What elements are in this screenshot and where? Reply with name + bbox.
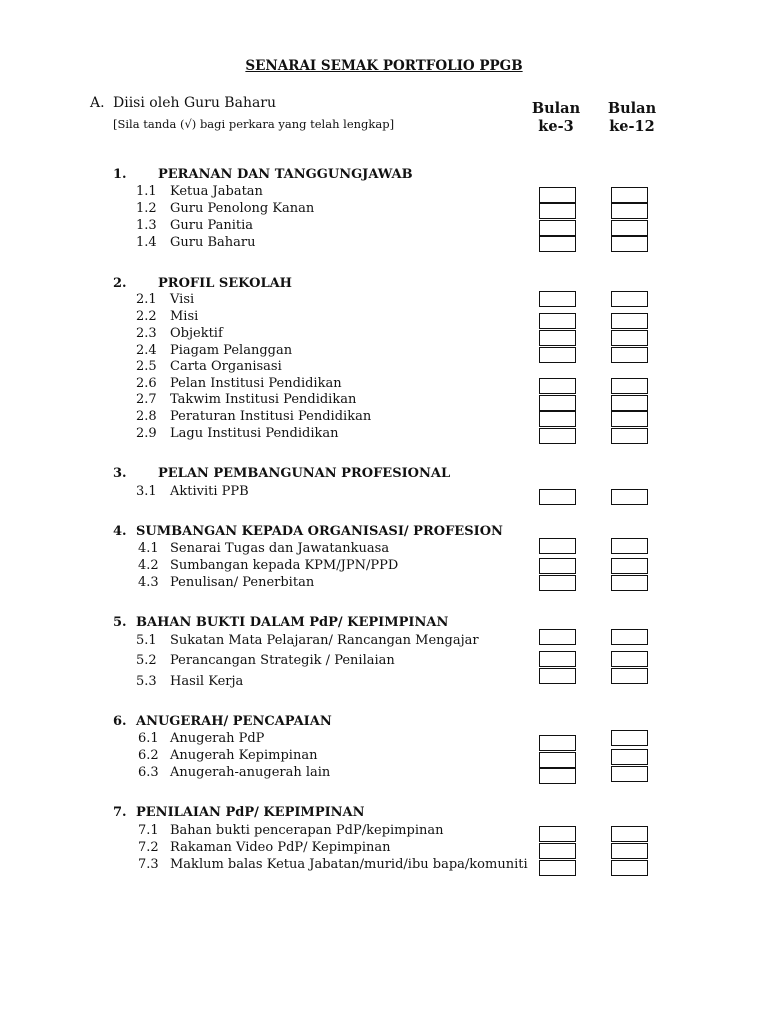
checkbox-month-12[interactable] bbox=[611, 489, 648, 505]
checkbox-month-12[interactable] bbox=[611, 330, 648, 346]
checkbox-month-3[interactable] bbox=[539, 558, 576, 574]
column-header-line1: Bulan bbox=[607, 100, 657, 117]
checkbox-month-3[interactable] bbox=[539, 236, 576, 252]
checkbox-month-3[interactable] bbox=[539, 843, 576, 859]
section-title: BAHAN BUKTI DALAM PdP/ KEPIMPINAN bbox=[136, 615, 449, 630]
item-label: Ketua Jabatan bbox=[170, 184, 263, 199]
checkbox-month-12[interactable] bbox=[611, 291, 648, 307]
column-header-month-12 bbox=[603, 100, 661, 136]
item-number: 7.3 bbox=[138, 857, 159, 872]
checkbox-month-12[interactable] bbox=[611, 651, 648, 667]
item-number: 4.1 bbox=[138, 541, 159, 556]
checkbox-month-3[interactable] bbox=[539, 629, 576, 645]
item-label: Piagam Pelanggan bbox=[170, 343, 293, 358]
section-title: ANUGERAH/ PENCAPAIAN bbox=[136, 714, 332, 729]
checkbox-month-3[interactable] bbox=[539, 860, 576, 876]
section-title: PERANAN DAN TANGGUNGJAWAB bbox=[158, 167, 413, 182]
checkbox-month-12[interactable] bbox=[611, 575, 648, 591]
checkbox-month-3[interactable] bbox=[539, 668, 576, 684]
item-number: 6.3 bbox=[138, 765, 159, 780]
item-number: 2.6 bbox=[136, 376, 157, 391]
checkbox-month-3[interactable] bbox=[539, 378, 576, 394]
item-label: Guru Panitia bbox=[170, 218, 254, 233]
item-number: 6.1 bbox=[138, 731, 159, 746]
checkbox-month-3[interactable] bbox=[539, 768, 576, 784]
checkbox-month-12[interactable] bbox=[611, 395, 648, 411]
item-label: Lagu Institusi Pendidikan bbox=[170, 426, 339, 441]
item-label: Sumbangan kepada KPM/JPN/PPD bbox=[170, 558, 399, 573]
checkbox-month-3[interactable] bbox=[539, 826, 576, 842]
page-title: SENARAI SEMAK PORTFOLIO PPGB bbox=[245, 58, 523, 74]
item-number: 4.3 bbox=[138, 575, 159, 590]
section-a-instruction: [Sila tanda (√) bagi perkara yang telah lengkap] bbox=[113, 117, 395, 131]
checkbox-month-12[interactable] bbox=[611, 668, 648, 684]
checkbox-month-3[interactable] bbox=[539, 347, 576, 363]
item-label: Penulisan/ Penerbitan bbox=[170, 575, 315, 590]
item-number: 1.1 bbox=[136, 184, 157, 199]
item-label: Anugerah Kepimpinan bbox=[170, 748, 318, 763]
item-label: Pelan Institusi Pendidikan bbox=[170, 376, 342, 391]
item-label: Peraturan Institusi Pendidikan bbox=[170, 409, 372, 424]
checkbox-month-3[interactable] bbox=[539, 203, 576, 219]
item-number: 2.1 bbox=[136, 292, 157, 307]
checkbox-month-3[interactable] bbox=[539, 651, 576, 667]
column-header-line2: ke-3 bbox=[538, 118, 574, 135]
checkbox-month-12[interactable] bbox=[611, 428, 648, 444]
item-label: Visi bbox=[170, 292, 195, 307]
section-title: PROFIL SEKOLAH bbox=[158, 276, 292, 291]
item-label: Misi bbox=[170, 309, 199, 324]
item-label: Carta Organisasi bbox=[170, 359, 282, 374]
section-number: 3. bbox=[113, 466, 127, 481]
item-number: 2.4 bbox=[136, 343, 157, 358]
item-number: 5.2 bbox=[136, 653, 157, 668]
item-number: 5.1 bbox=[136, 633, 157, 648]
item-number: 2.2 bbox=[136, 309, 157, 324]
item-number: 6.2 bbox=[138, 748, 159, 763]
checkbox-month-12[interactable] bbox=[611, 730, 648, 746]
section-a-marker: A. bbox=[90, 95, 105, 111]
checkbox-month-12[interactable] bbox=[611, 411, 648, 427]
checkbox-month-12[interactable] bbox=[611, 220, 648, 236]
column-header-month-3 bbox=[527, 100, 585, 136]
item-label: Hasil Kerja bbox=[170, 674, 244, 689]
checkbox-month-3[interactable] bbox=[539, 187, 576, 203]
checkbox-month-3[interactable] bbox=[539, 313, 576, 329]
section-title: SUMBANGAN KEPADA ORGANISASI/ PROFESION bbox=[136, 524, 503, 539]
item-number: 2.5 bbox=[136, 359, 157, 374]
checkbox-month-12[interactable] bbox=[611, 236, 648, 252]
item-number: 2.7 bbox=[136, 392, 157, 407]
checkbox-month-3[interactable] bbox=[539, 291, 576, 307]
checkbox-month-3[interactable] bbox=[539, 538, 576, 554]
item-label: Guru Penolong Kanan bbox=[170, 201, 315, 216]
section-number: 2. bbox=[113, 276, 127, 291]
item-label: Takwim Institusi Pendidikan bbox=[170, 392, 357, 407]
section-number: 5. bbox=[113, 615, 127, 630]
section-a-label: Diisi oleh Guru Baharu bbox=[113, 95, 277, 111]
checkbox-month-12[interactable] bbox=[611, 347, 648, 363]
section-title: PENILAIAN PdP/ KEPIMPINAN bbox=[136, 805, 365, 820]
item-number: 1.4 bbox=[136, 235, 157, 250]
item-label: Senarai Tugas dan Jawatankuasa bbox=[170, 541, 390, 556]
checkbox-month-12[interactable] bbox=[611, 187, 648, 203]
item-number: 1.2 bbox=[136, 201, 157, 216]
checkbox-month-12[interactable] bbox=[611, 558, 648, 574]
item-label: Sukatan Mata Pelajaran/ Rancangan Mengajar bbox=[170, 633, 479, 648]
item-label: Anugerah PdP bbox=[170, 731, 265, 746]
section-number: 7. bbox=[113, 805, 127, 820]
item-label: Aktiviti PPB bbox=[170, 484, 249, 499]
checkbox-month-3[interactable] bbox=[539, 735, 576, 751]
item-number: 1.3 bbox=[136, 218, 157, 233]
item-label: Guru Baharu bbox=[170, 235, 256, 250]
checkbox-month-12[interactable] bbox=[611, 629, 648, 645]
checkbox-month-12[interactable] bbox=[611, 538, 648, 554]
item-label: Perancangan Strategik / Penilaian bbox=[170, 653, 395, 668]
checkbox-month-3[interactable] bbox=[539, 752, 576, 768]
checkbox-month-3[interactable] bbox=[539, 395, 576, 411]
section-number: 4. bbox=[113, 524, 127, 539]
checkbox-month-3[interactable] bbox=[539, 330, 576, 346]
column-header-line1: Bulan bbox=[531, 100, 581, 117]
section-number: 6. bbox=[113, 714, 127, 729]
checkbox-month-12[interactable] bbox=[611, 378, 648, 394]
checkbox-month-12[interactable] bbox=[611, 203, 648, 219]
item-label: Rakaman Video PdP/ Kepimpinan bbox=[170, 840, 391, 855]
checkbox-month-3[interactable] bbox=[539, 575, 576, 591]
item-number: 4.2 bbox=[138, 558, 159, 573]
item-number: 2.9 bbox=[136, 426, 157, 441]
checkbox-month-12[interactable] bbox=[611, 860, 648, 876]
checkbox-month-12[interactable] bbox=[611, 766, 648, 782]
checkbox-month-3[interactable] bbox=[539, 489, 576, 505]
checkbox-month-12[interactable] bbox=[611, 826, 648, 842]
column-header-line2: ke-12 bbox=[609, 118, 655, 135]
item-label: Anugerah-anugerah lain bbox=[170, 765, 331, 780]
item-label: Bahan bukti pencerapan PdP/kepimpinan bbox=[170, 823, 444, 838]
item-label: Maklum balas Ketua Jabatan/murid/ibu bapa/komuniti bbox=[170, 857, 528, 872]
item-number: 3.1 bbox=[136, 484, 157, 499]
item-number: 5.3 bbox=[136, 674, 157, 689]
item-number: 2.8 bbox=[136, 409, 157, 424]
checkbox-month-12[interactable] bbox=[611, 843, 648, 859]
item-number: 7.1 bbox=[138, 823, 159, 838]
item-number: 2.3 bbox=[136, 326, 157, 341]
checkbox-month-3[interactable] bbox=[539, 220, 576, 236]
section-title: PELAN PEMBANGUNAN PROFESIONAL bbox=[158, 466, 451, 481]
checkbox-month-3[interactable] bbox=[539, 411, 576, 427]
item-label: Objektif bbox=[170, 326, 223, 341]
checkbox-month-12[interactable] bbox=[611, 313, 648, 329]
section-number: 1. bbox=[113, 167, 127, 182]
item-number: 7.2 bbox=[138, 840, 159, 855]
checkbox-month-12[interactable] bbox=[611, 749, 648, 765]
checkbox-month-3[interactable] bbox=[539, 428, 576, 444]
